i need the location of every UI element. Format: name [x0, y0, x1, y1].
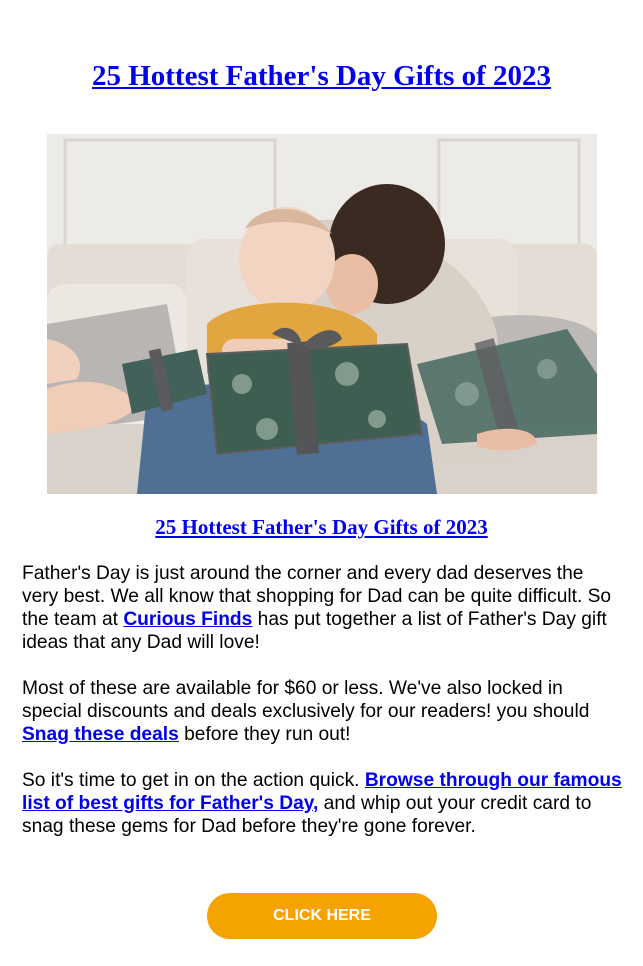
click-here-button[interactable]: CLICK HERE	[207, 893, 437, 939]
curious-finds-link[interactable]: Curious Finds	[123, 609, 253, 630]
section-title-link[interactable]: 25 Hottest Father's Day Gifts of 2023	[155, 515, 488, 539]
paragraph-text: has put together a list of Father's Day gift ideas that any Dad will love!	[22, 609, 607, 653]
page-title-link[interactable]: 25 Hottest Father's Day Gifts of 2023	[91, 60, 552, 92]
paragraph-text: and whip out your credit card to snag these gems for Dad before they're gone forever.	[22, 793, 592, 837]
deals-paragraph	[22, 677, 622, 746]
section-title	[0, 514, 643, 540]
page-title	[0, 58, 643, 94]
paragraph-text: So it's time to get in on the action quick.	[22, 770, 365, 791]
snag-deals-link[interactable]: Snag these deals	[22, 724, 179, 745]
browse-gifts-link[interactable]: Browse through our famous list of best gifts for Father's Day,	[22, 770, 622, 814]
hero-photo	[47, 134, 597, 494]
hero-image[interactable]	[47, 134, 597, 494]
paragraph-text: before they run out!	[178, 724, 351, 745]
paragraph-text: Father's Day is just around the corner and every dad deserves the very best. We all know that shopping for Dad can be quite difficult. So the team at	[22, 563, 612, 630]
action-paragraph	[22, 769, 622, 838]
intro-paragraph	[22, 562, 622, 654]
paragraph-text: Most of these are available for $60 or less. We've also locked in special discounts and deals exclusively for our readers! you should	[22, 678, 590, 722]
